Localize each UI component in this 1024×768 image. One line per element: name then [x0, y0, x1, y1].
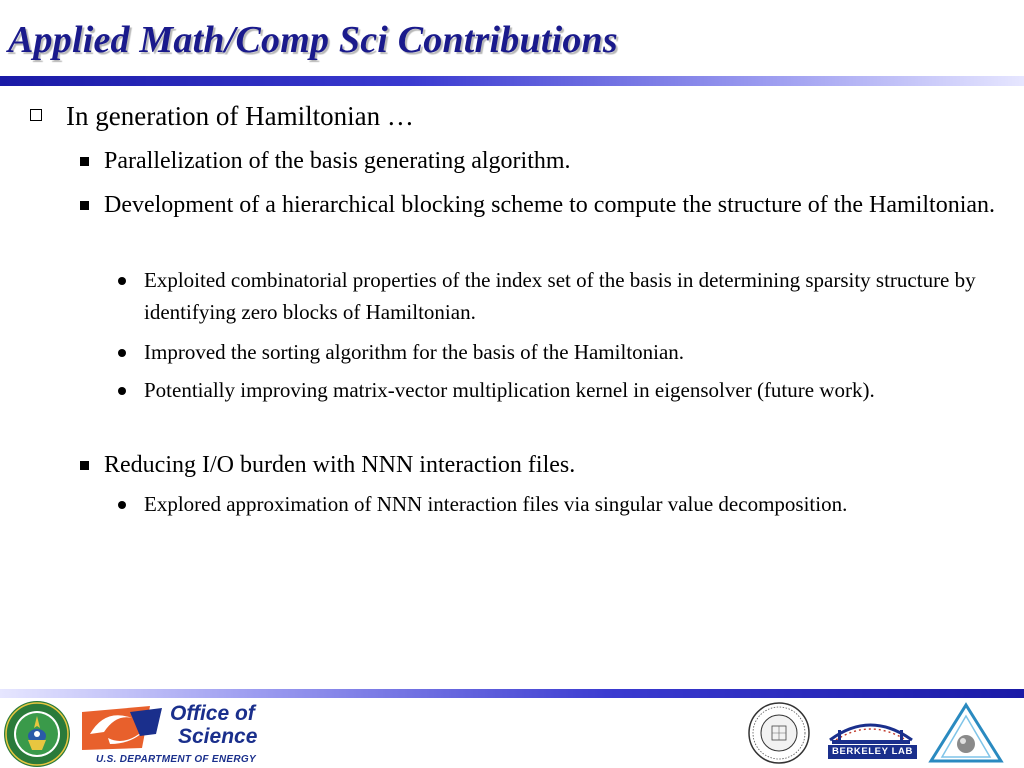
triangle-sphere-logo-icon [928, 702, 1004, 764]
square-bullet-icon [80, 461, 89, 470]
bullet-text: Explored approximation of NNN interaction files via singular value decomposition. [144, 492, 848, 516]
dot-bullet-icon [118, 349, 126, 357]
square-bullet-icon [80, 157, 89, 166]
bullet-level3 [118, 488, 998, 520]
bullet-text: Exploited combinatorial properties of the index set of the basis in determining sparsity structure by identifying zero blocks of Hamiltonian. [144, 268, 976, 324]
slide-title: Applied Math/Comp Sci Contributions [8, 19, 618, 61]
bullet-text: Parallelization of the basis generating algorithm. [104, 148, 571, 174]
bullet-level2 [80, 143, 1000, 179]
footer-divider [0, 689, 1024, 698]
footer-logos [0, 698, 1024, 768]
bullet-level3 [118, 336, 998, 368]
office-of-science-logo-icon [80, 704, 164, 752]
bullet-text: In generation of Hamiltonian … [66, 101, 414, 131]
doe-seal-icon [2, 700, 72, 768]
doe-label: U.S. DEPARTMENT OF ENERGY [96, 754, 256, 765]
bullet-text: Reducing I/O burden with NNN interaction files. [104, 452, 576, 478]
university-seal-icon [748, 702, 810, 764]
checkbox-bullet-icon [30, 109, 44, 123]
bullet-level3 [118, 264, 998, 328]
bullet-level2 [80, 187, 1000, 223]
dot-bullet-icon [118, 277, 126, 285]
bullet-text: Potentially improving matrix-vector multiplication kernel in eigensolver (future work). [144, 378, 875, 402]
bullet-text: Improved the sorting algorithm for the basis of the Hamiltonian. [144, 340, 685, 364]
office-of-science-text: Science [178, 725, 258, 748]
dot-bullet-icon [118, 387, 126, 395]
berkeley-lab-label: BERKELEY LAB [828, 745, 917, 759]
bullet-level2 [80, 447, 1000, 483]
square-bullet-icon [80, 201, 89, 210]
title-divider [0, 76, 1024, 86]
office-of-science-text: Office of [170, 702, 255, 725]
bullet-text: Development of a hierarchical blocking scheme to compute the structure of the Hamiltonian. [104, 192, 996, 218]
bullet-level3 [118, 374, 998, 406]
dot-bullet-icon [118, 501, 126, 509]
